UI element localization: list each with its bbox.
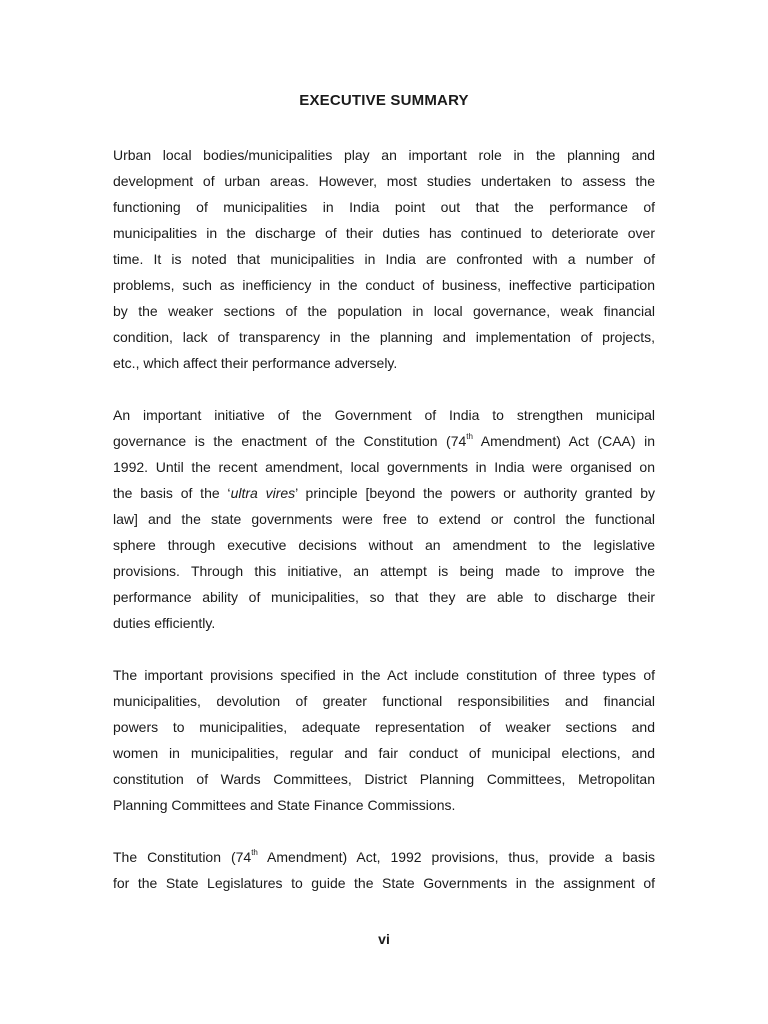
text-segment: the basis of the ‘ bbox=[113, 485, 231, 501]
italic-term: ultra vires bbox=[230, 485, 296, 501]
text-line: municipalities in the discharge of their duties has continued to deteriorate over bbox=[113, 225, 655, 241]
text-segment: governance is the enactment of the Constitution (74 bbox=[113, 433, 467, 449]
text-line: The important provisions specified in the Act include constitution of three types of bbox=[113, 667, 655, 683]
superscript: th bbox=[466, 432, 473, 442]
text-segment: ’ principle [beyond the powers or authority granted by bbox=[295, 485, 656, 501]
text-line: An important initiative of the Government of India to strengthen municipal bbox=[113, 407, 655, 423]
text-line: sphere through executive decisions without an amendment to the legislative bbox=[113, 537, 655, 553]
text-line: functioning of municipalities in India point out that the performance of bbox=[113, 199, 655, 215]
text-line: 1992. Until the recent amendment, local governments in India were organised on bbox=[113, 459, 655, 475]
text-line: Planning Committees and State Finance Commissions. bbox=[113, 797, 456, 813]
text-line bbox=[113, 844, 655, 870]
page-number: vi bbox=[378, 931, 390, 947]
text-line: performance ability of municipalities, so that they are able to discharge their bbox=[113, 589, 655, 605]
paragraph-intro bbox=[113, 142, 655, 376]
text-line: by the weaker sections of the population in local governance, weak financial bbox=[113, 303, 655, 319]
text-line: time. It is noted that municipalities in India are confronted with a number of bbox=[113, 251, 655, 267]
text-line: municipalities, devolution of greater functional responsibilities and financial bbox=[113, 693, 655, 709]
text-line: provisions. Through this initiative, an attempt is being made to improve the bbox=[113, 563, 655, 579]
text-line bbox=[113, 428, 655, 454]
paragraph-caa-initiative bbox=[113, 402, 655, 636]
text-line: law] and the state governments were free to extend or control the functional bbox=[113, 511, 655, 527]
paragraph-provisions bbox=[113, 662, 655, 818]
text-line bbox=[113, 480, 655, 506]
text-line: women in municipalities, regular and fair conduct of municipal elections, and bbox=[113, 745, 655, 761]
paragraph-basis bbox=[113, 844, 655, 896]
text-line: development of urban areas. However, most studies undertaken to assess the bbox=[113, 173, 655, 189]
text-line: etc., which affect their performance adversely. bbox=[113, 355, 398, 371]
text-segment: The Constitution (74 bbox=[113, 849, 252, 865]
page-title: EXECUTIVE SUMMARY bbox=[299, 92, 469, 109]
superscript: th bbox=[251, 848, 258, 858]
text-line: Urban local bodies/municipalities play an important role in the planning and bbox=[113, 147, 655, 163]
text-line: powers to municipalities, adequate representation of weaker sections and bbox=[113, 719, 655, 735]
text-line: for the State Legislatures to guide the State Governments in the assignment of bbox=[113, 875, 655, 891]
text-segment: Amendment) Act, 1992 provisions, thus, provide a basis bbox=[257, 849, 655, 865]
text-line: constitution of Wards Committees, District Planning Committees, Metropolitan bbox=[113, 771, 655, 787]
text-segment: Amendment) Act (CAA) in bbox=[472, 433, 655, 449]
text-line: condition, lack of transparency in the planning and implementation of projects, bbox=[113, 329, 655, 345]
text-line: duties efficiently. bbox=[113, 615, 216, 631]
text-line: problems, such as inefficiency in the conduct of business, ineffective participation bbox=[113, 277, 655, 293]
